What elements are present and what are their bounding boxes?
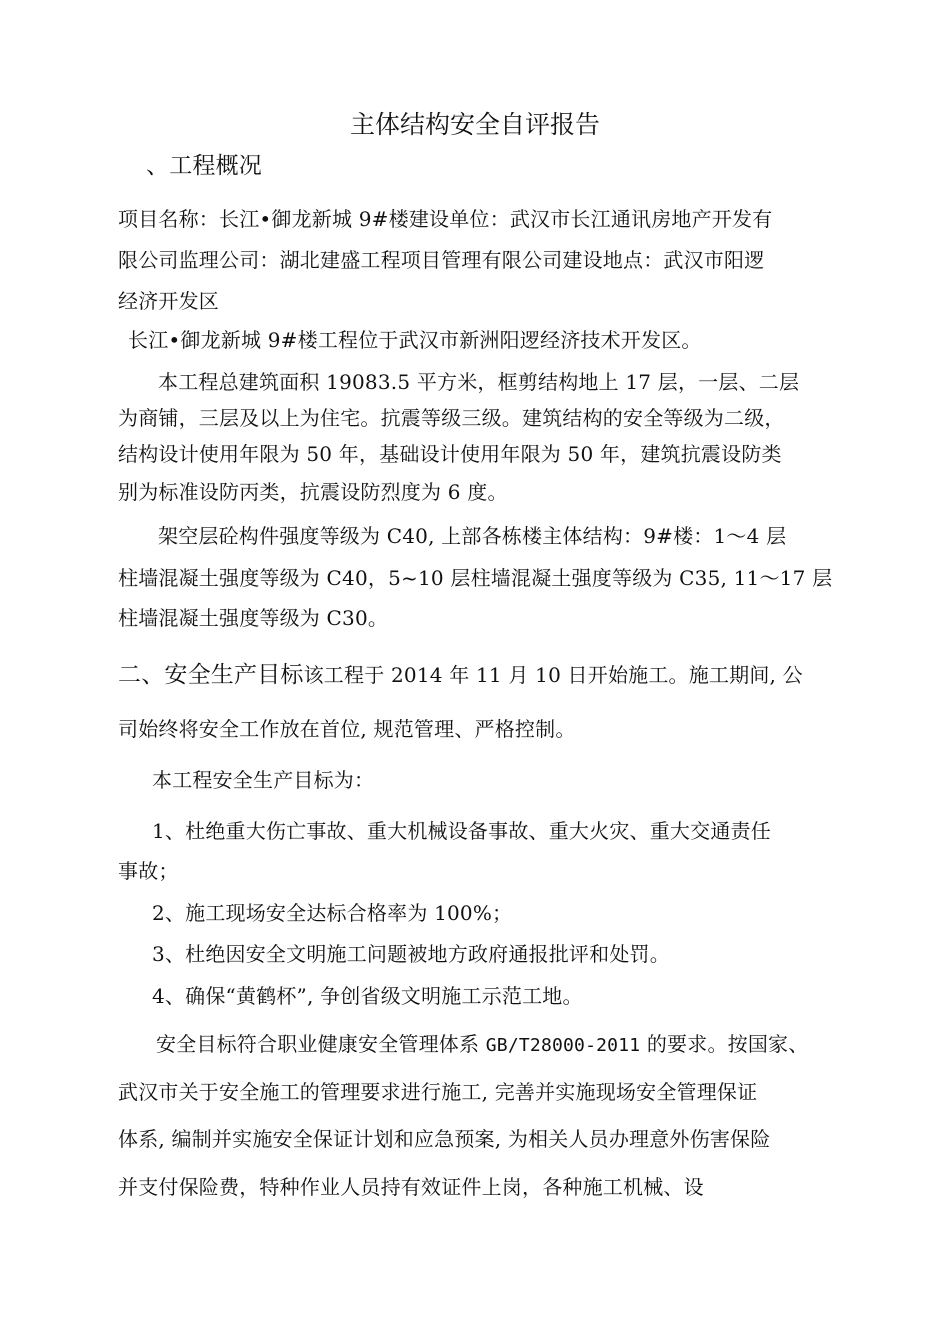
final-text-b: 的要求。按国家、 [640, 1032, 809, 1056]
standard-code: GB/T28000-2011 [485, 1035, 641, 1056]
para1-line-3: 结构设计使用年限为 50 年，基础设计使用年限为 50 年，建筑抗震设防类 [118, 442, 782, 466]
location-line: 长江•御龙新城 9#楼工程位于武汉市新洲阳逻经济技术开发区。 [128, 328, 702, 352]
goals-intro: 本工程安全生产目标为： [152, 768, 375, 792]
para1-line-2: 为商铺，三层及以上为住宅。抗震等级三级。建筑结构的安全等级为二级， [118, 406, 785, 430]
goal-1-line-1: 1、杜绝重大伤亡事故、重大机械设备事故、重大火灾、重大交通责任 [152, 819, 771, 843]
final-text-a: 安全目标符合职业健康安全管理体系 [156, 1032, 486, 1056]
document-title: 主体结构安全自评报告 [349, 110, 600, 139]
final-line-2: 武汉市关于安全施工的管理要求进行施工, 完善并实施现场安全管理保证 [118, 1080, 758, 1104]
final-line-1 [156, 1030, 876, 1060]
section1-heading: 、工程概况 [146, 153, 262, 179]
section2-line-1 [118, 661, 838, 689]
final-line-4: 并支付保险费，特种作业人员持有效证件上岗，各种施工机械、设 [118, 1175, 704, 1199]
para1-line-4: 别为标准设防丙类，抗震设防烈度为 6 度。 [118, 480, 508, 504]
para2-line-2: 柱墙混凝土强度等级为 C40，5~10 层柱墙混凝土强度等级为 C35, 11〜17 层 [118, 566, 833, 590]
section2-line-2: 司始终将安全工作放在首位, 规范管理、严格控制。 [118, 717, 576, 741]
goal-1-line-2: 事故； [118, 859, 179, 883]
project-line-2: 限公司监理公司：湖北建盛工程项目管理有限公司建设地点：武汉市阳逻 [118, 248, 765, 272]
goal-3: 3、杜绝因安全文明施工问题被地方政府通报批评和处罚。 [152, 942, 670, 966]
para2-line-3: 柱墙混凝土强度等级为 C30。 [118, 606, 389, 630]
goal-4: 4、确保“黄鹤杯”, 争创省级文明施工示范工地。 [152, 984, 583, 1008]
para2-line-1: 架空层砼构件强度等级为 C40, 上部各栋楼主体结构：9#楼：1〜4 层 [158, 524, 787, 548]
para1-line-1: 本工程总建筑面积 19083.5 平方米，框剪结构地上 17 层，一层、二层 [158, 370, 800, 394]
final-line-3: 体系, 编制并实施安全保证计划和应急预案, 为相关人员办理意外伤害保险 [118, 1127, 771, 1151]
section2-heading: 二、安全生产目标 [118, 662, 304, 688]
goal-2: 2、施工现场安全达标合格率为 100%； [152, 901, 513, 925]
project-line-3: 经济开发区 [118, 289, 219, 313]
project-line-1: 项目名称：长江•御龙新城 9#楼建设单位：武汉市长江通讯房地产开发有 [118, 207, 773, 231]
section2-text: 该工程于 2014 年 11 月 10 日开始施工。施工期间, 公 [303, 663, 803, 687]
